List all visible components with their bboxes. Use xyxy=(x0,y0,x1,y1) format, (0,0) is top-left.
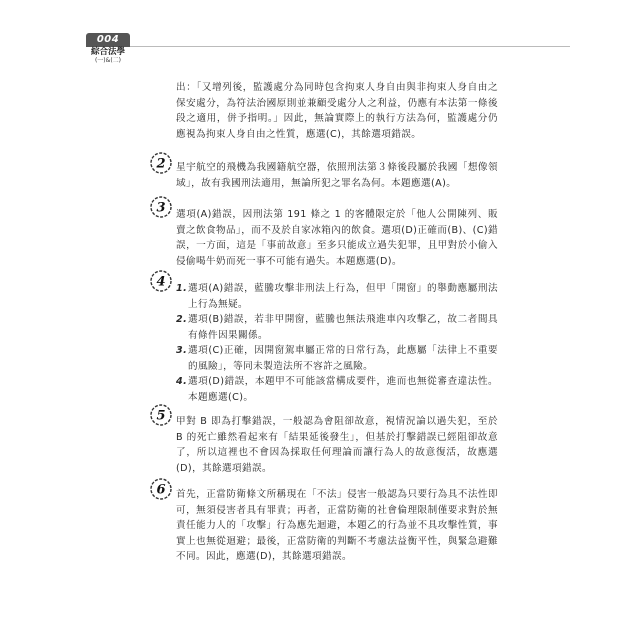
page-number: 004 xyxy=(86,33,130,47)
page-header-tab xyxy=(86,33,130,67)
header-rule xyxy=(130,46,570,47)
question-number-6-badge xyxy=(150,478,172,500)
answer-block-3 xyxy=(176,207,498,269)
intro-text: 出：「又增列後，監護處分為同時包含拘束人身自由與非拘束人身自由之保安處分，為符法治國原則並兼顧受處分人之利益，仍應有本法第一條後段之適用，併予指明。」因此，無論實際上的執行方法為何，監護處分仍應視為拘束人身自由之性質，應選(C)，其餘選項錯誤。 xyxy=(176,82,498,140)
answer-4-item-4: 4. 選項(D)錯誤，本題甲不可能該當構成要件，進而也無從審查違法性。本題應選(C)。 xyxy=(176,376,498,403)
section-subtitle: (一)&(二) xyxy=(94,57,122,64)
question-number-5: 5 xyxy=(156,408,166,424)
answer-6-text: 首先，正當防衛條文所稱現在「不法」侵害一般認為只要行為具不法性即可，無須侵害者具有罪責；再者，正當防衛的社會倫理限制僅要求對於無責任能力人的「攻擊」行為應先迴避，本題乙的行為並不具攻擊性質，事實上也無從迴避；最後，正當防衛的判斷不考慮法益衡平性，與緊急避難不同。因此，應選(D)，其餘選項錯誤。 xyxy=(176,489,498,562)
question-number-4-badge xyxy=(150,270,172,292)
answer-4-item-1: 1. 選項(A)錯誤，藍騰攻擊非刑法上行為，但甲「開窗」的舉動應屬刑法上行為無疑。 xyxy=(176,283,498,310)
answer-block-5 xyxy=(176,414,498,476)
answer-block-2 xyxy=(176,160,498,191)
question-number-2-badge xyxy=(150,152,172,174)
answer-4-item-3: 3. 選項(C)正確，因開窗駕車屬正常的日常行為，此應屬「法律上不重要的風險」，等同未製造法所不容許之風險。 xyxy=(176,345,498,372)
question-number-3-badge xyxy=(150,196,172,218)
question-number-6: 6 xyxy=(156,482,166,498)
answer-3-text: 選項(A)錯誤，因刑法第 191 條之 1 的客體限定於「他人公開陳列、販賣之飲食物品」，而不及於自家冰箱內的飲食。選項(D)正確而(B)、(C)錯誤，一方面，這是「事前故意」至多只能成立過失犯罪，且甲對於小偷入侵偷喝牛奶而死一事不可能有過失。本題應選(D)。 xyxy=(176,209,498,267)
answer-5-text: 甲對 B 即為打擊錯誤，一般認為會阻卻故意，視情況論以過失犯，至於 B 的死亡雖然看起來有「結果延後發生」，但基於打擊錯誤已經阻卻故意了，所以這裡也不會因為採取任何理論而讓行為人的故意復活，故應選(D)，其餘選項錯誤。 xyxy=(176,416,498,474)
question-number-4: 4 xyxy=(156,274,166,290)
answer-block-4 xyxy=(176,281,498,405)
question-number-2: 2 xyxy=(156,156,166,172)
answer-block-6 xyxy=(176,487,498,565)
question-number-3: 3 xyxy=(156,200,166,216)
section-title: 綜合法學 xyxy=(90,47,125,57)
answer-2-text: 星宇航空的飛機為我國籍航空器，依照刑法第３條後段屬於我國「想像領域」，故有我國刑法適用，無論所犯之罪名為何。本題應選(A)。 xyxy=(176,162,498,189)
question-number-5-badge xyxy=(150,404,172,426)
answer-4-item-2: 2. 選項(B)錯誤，若非甲開窗，藍騰也無法飛進車內攻擊乙，故二者間具有條件因果關係。 xyxy=(176,314,498,341)
intro-paragraph xyxy=(176,80,498,142)
